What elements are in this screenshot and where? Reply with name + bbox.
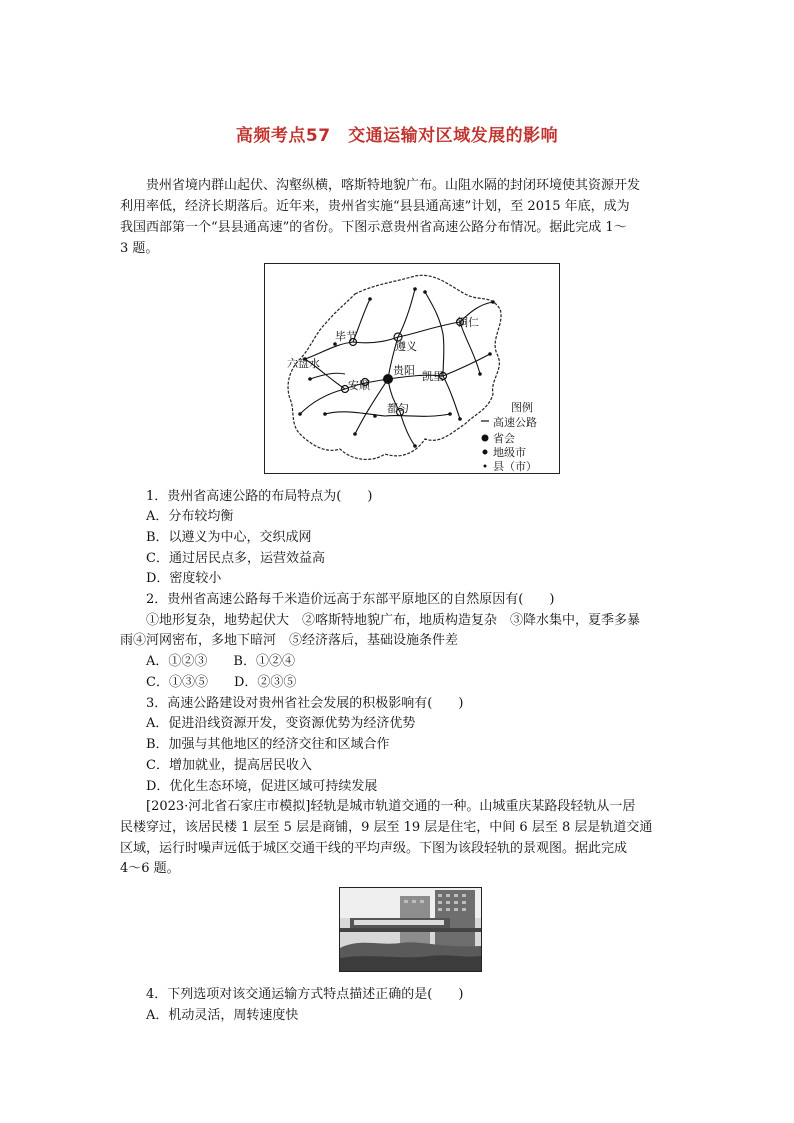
option-line: B．加强与其他地区的经济交往和区域合作 [146, 737, 390, 752]
city-label: 毕节 [335, 330, 357, 343]
option-line: 雨④河网密布，多地下暗河 ⑤经济落后，基础设施条件差 [120, 633, 459, 648]
option-line: ①地形复杂，地势起伏大 ②喀斯特地貌广布，地质构造复杂 ③降水集中，夏季多暴 [146, 613, 641, 628]
map-drawing [265, 264, 559, 473]
question-line: 4．下列选项对该交通运输方式特点描述正确的是( ) [146, 987, 464, 1002]
city-label: 安顺 [348, 379, 370, 392]
passage-line: 民楼穿过，该居民楼 1 层至 5 层是商铺，9 层至 19 层是住宅，中间 6 层至 8 层是轨道交通 [120, 820, 653, 835]
legend-item: 高速公路 [493, 416, 537, 429]
page-title: 高频考点57 交通运输对区域发展的影响 [235, 126, 559, 146]
city-label: 贵阳 [393, 364, 415, 377]
city-label: 遵义 [395, 340, 417, 353]
option-line: A．机动灵活，周转速度快 [146, 1008, 299, 1023]
question-line: 2．贵州省高速公路每千米造价远高于东部平原地区的自然原因有( ) [146, 592, 555, 607]
option-line: B．以遵义为中心，交织成网 [146, 530, 312, 545]
option-line: A．分布较均衡 [146, 509, 234, 524]
photo-drawing [340, 888, 481, 971]
legend-item: 地级市 [493, 446, 526, 459]
option-line: D．优化生态环境，促进区域可持续发展 [146, 779, 378, 794]
option-line: C．增加就业，提高居民收入 [146, 758, 312, 773]
intro-line: 我国西部第一个“县县通高速”的省份。下图示意贵州省高速公路分布情况。据此完成 1～ [120, 220, 627, 235]
passage-line: 区域，运行时噪声远低于城区交通干线的平均声级。下图为该段轻轨的景观图。据此完成 [120, 841, 628, 856]
legend-title: 图例 [511, 401, 533, 414]
legend-item: 县（市） [493, 460, 537, 473]
city-label: 六盘水 [287, 357, 320, 370]
guizhou-highway-map [264, 263, 560, 474]
intro-line: 利用率低，经济长期落后。近年来，贵州省实施“县县通高速”计划，至 2015 年底，成为 [120, 199, 630, 214]
option-line: D．密度较小 [146, 571, 222, 586]
option-line: A．①②③ B．①②④ [146, 654, 295, 669]
question-line: 1．贵州省高速公路的布局特点为( ) [146, 489, 373, 504]
intro-line: 贵州省境内群山起伏、沟壑纵横，喀斯特地貌广布。山阻水隔的封闭环境使其资源开发 [146, 178, 641, 193]
option-line: C．①③⑤ D．②③⑤ [146, 675, 297, 690]
legend-item: 省会 [493, 432, 515, 445]
question-line: 3．高速公路建设对贵州省社会发展的积极影响有( ) [146, 696, 464, 711]
map-legend [481, 400, 537, 473]
option-line: C．通过居民点多，运营效益高 [146, 551, 325, 566]
light-rail-photo [339, 887, 482, 972]
passage-line: 4～6 题。 [120, 861, 180, 876]
city-label: 都匀 [387, 402, 409, 415]
city-label: 铜仁 [457, 316, 479, 329]
option-line: A．促进沿线资源开发，变资源优势为经济优势 [146, 716, 416, 731]
passage-line: [2023·河北省石家庄市模拟]轻轨是城市轨道交通的一种。山城重庆某路段轻轨从一居 [146, 799, 636, 814]
intro-line: 3 题。 [120, 241, 159, 256]
city-label: 凯里 [422, 370, 444, 383]
